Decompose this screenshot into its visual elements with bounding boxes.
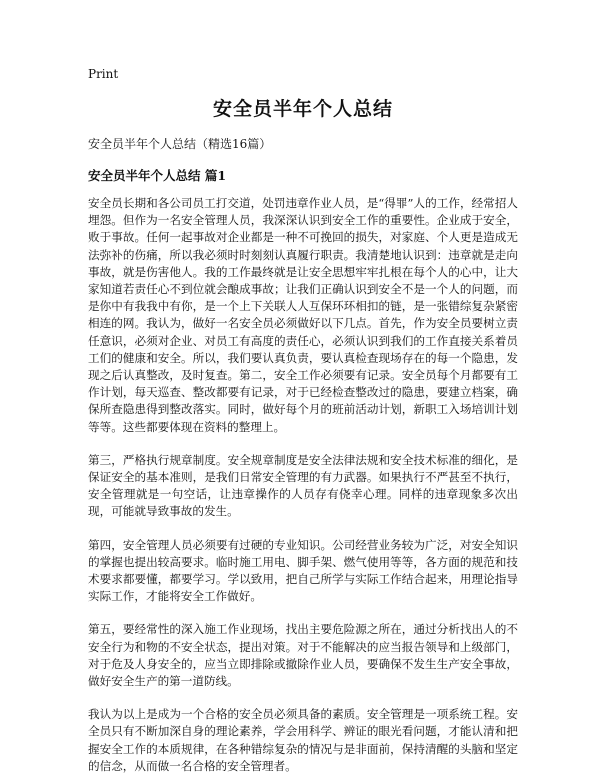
print-label[interactable]: Print: [88, 67, 119, 81]
paragraph-5: 我认为以上是成为一个合格的安全员必须具备的素质。安全管理是一项系统工程。安全员只有不断加深自身的理论素养，学会用科学、辨证的眼光看问题，才能认清和把握安全工作的本质规律，在各种错综复杂的情况与是非面前，保持清醒的头脑和坚定的信念，从而做一名合格的安全管理者。: [88, 707, 518, 773]
paragraph-2: 第三，严格执行规章制度。安全规章制度是安全法律法规和安全技术标准的细化，是保证安全的基本准则，是我们日常安全管理的有力武器。如果执行不严甚至不执行，安全管理就是一句空话，让违章操作的人员存有侥幸心理。同样的违章现象多次出现，可能就导致事故的发生。: [88, 452, 518, 519]
paragraph-4: 第五，要经常性的深入施工作业现场，找出主要危险源之所在，通过分析找出人的不安全行为和物的不安全状态，提出对策。对于不能解决的应当报告领导和上级部门，对于危及人身安全的，应当立即排除或撤除作业人员，要确保不发生生产安全事故，做好安全生产的第一道防线。: [88, 622, 518, 689]
page-title: 安全员半年个人总结: [212, 98, 393, 120]
paragraph-3: 第四，安全管理人员必须要有过硬的专业知识。公司经营业务较为广泛，对安全知识的掌握也提出较高要求。临时施工用电、脚手架、燃气使用等等，各方面的规范和技术要求都要懂，都要学习。学以致用，把自己所学与实际工作结合起来，用理论指导实际工作，才能将安全工作做好。: [88, 537, 518, 604]
section-heading: 安全员半年个人总结 篇1: [88, 168, 227, 183]
subtitle: 安全员半年个人总结（精选16篇）: [88, 137, 272, 151]
paragraph-1: 安全员长期和各公司员工打交道，处罚违章作业人员，是“得罪”人的工作，经常招人埋怨。但作为一名安全管理人员，我深深认识到安全工作的重要性。企业成于安全，败于事故。任何一起事故对企业都是一种不可挽回的损失，对家庭、个人更是造成无法弥补的伤痛，所以我必须时时刻刻认真履行职责。我清楚地认识到：违章就是走向事故，就是伤害他人。我的工作最终就是让安全思想牢牢扎根在每个人的心中，让大家知道若责任心不到位就会酿成事故；让我们正确认识到安全不是一个人的问题，而是你中有我我中有你，是一个上下关联人人互保环环相扣的链，是一张错综复杂紧密相连的网。我认为，做好一名安全员必须做好以下几点。首先，作为安全员要树立责任意识，必须对企业、对员工有高度的责任心，必须认识到我们的工作直接关系着员工们的健康和安全。所以，我们要认真负责，要认真检查现场存在的每一个隐患，发现之后认真整改，及时复查。第二，安全工作必须要有记录。安全员每个月都要有工作计划，每天巡查、整改都要有记录，对于已经检查整改过的隐患，要建立档案，确保所查隐患得到整改落实。同时，做好每个月的班前活动计划，新职工入场培训计划等等。这些都要体现在资料的整理上。: [88, 196, 518, 434]
